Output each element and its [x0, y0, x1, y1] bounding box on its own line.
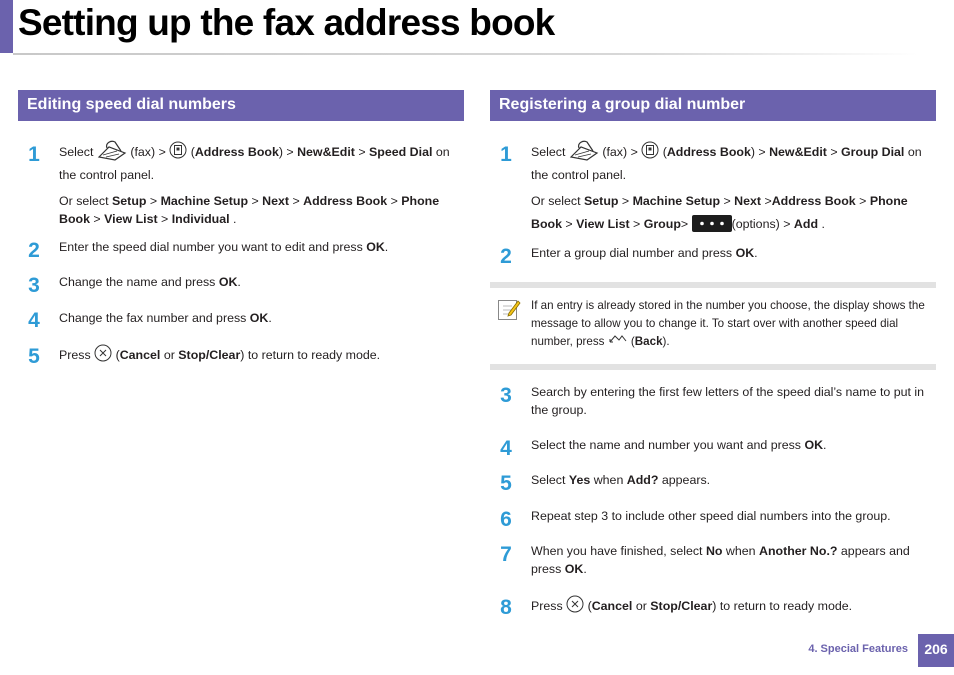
address-book-icon — [641, 141, 659, 164]
section-heading-editing: Editing speed dial numbers — [18, 90, 464, 121]
back-icon — [608, 333, 628, 351]
page-number: 206 — [918, 634, 954, 667]
step-text: Select the name and number you want and press OK. — [531, 438, 827, 452]
step-number: 1 — [500, 143, 512, 166]
title-divider — [13, 53, 918, 55]
step-text: Repeat step 3 to include other speed dial numbers into the group. — [531, 509, 891, 523]
section-heading-group: Registering a group dial number — [490, 90, 936, 121]
step-number: 3 — [500, 384, 512, 407]
step-number: 5 — [500, 472, 512, 495]
fax-icon — [97, 139, 127, 166]
address-book-icon — [169, 141, 187, 164]
page-title: Setting up the fax address book — [18, 2, 555, 43]
step-number: 8 — [500, 596, 512, 619]
fax-icon — [569, 139, 599, 166]
step-text: Press (Cancel or Stop/Clear) to return to ready mode. — [59, 344, 380, 367]
step-number: 1 — [28, 143, 40, 166]
step-number: 5 — [28, 345, 40, 368]
step-number: 4 — [28, 309, 40, 332]
step-text: Select (fax) > (Address Book) > New&Edit > Speed Dial on the control panel. Or select Setup > Machine Setup > Next > Address Book > Phone Book > View List > Individual . — [59, 139, 459, 228]
note-box — [490, 282, 936, 370]
step-text: Enter a group dial number and press OK. — [531, 246, 758, 260]
step-text: Search by entering the first few letters of the speed dial’s name to put in the group. — [531, 385, 925, 417]
step-number: 4 — [500, 437, 512, 460]
step-number: 6 — [500, 508, 512, 531]
cancel-icon — [94, 344, 112, 367]
step-text: Change the fax number and press OK. — [59, 311, 272, 325]
note-icon — [497, 298, 521, 325]
step-number: 3 — [28, 274, 40, 297]
step-text: Select Yes when Add? appears. — [531, 473, 711, 487]
step-text: Press (Cancel or Stop/Clear) to return to ready mode. — [531, 595, 852, 618]
cancel-icon — [566, 595, 584, 618]
footer-section-label: 4. Special Features — [808, 643, 908, 655]
step-number: 2 — [500, 245, 512, 268]
step-text: Select (fax) > (Address Book) > New&Edit > Group Dial on the control panel. Or select Setup > Machine Setup > Next >Address Book > Phone Book > View List > Group> (options) > Add . — [531, 139, 936, 233]
options-icon — [692, 215, 732, 232]
step-number: 7 — [500, 543, 512, 566]
note-text: If an entry is already stored in the number you choose, the display shows the message to allow you to change it. To start over with another speed dial number, press (Back). — [531, 297, 936, 351]
step-text: When you have finished, select No when Another No.? appears and press OK. — [531, 544, 910, 576]
step-text: Enter the speed dial number you want to edit and press OK. — [59, 240, 389, 254]
step-number: 2 — [28, 239, 40, 262]
step-text: Change the name and press OK. — [59, 275, 241, 289]
title-accent-bar — [0, 0, 13, 53]
